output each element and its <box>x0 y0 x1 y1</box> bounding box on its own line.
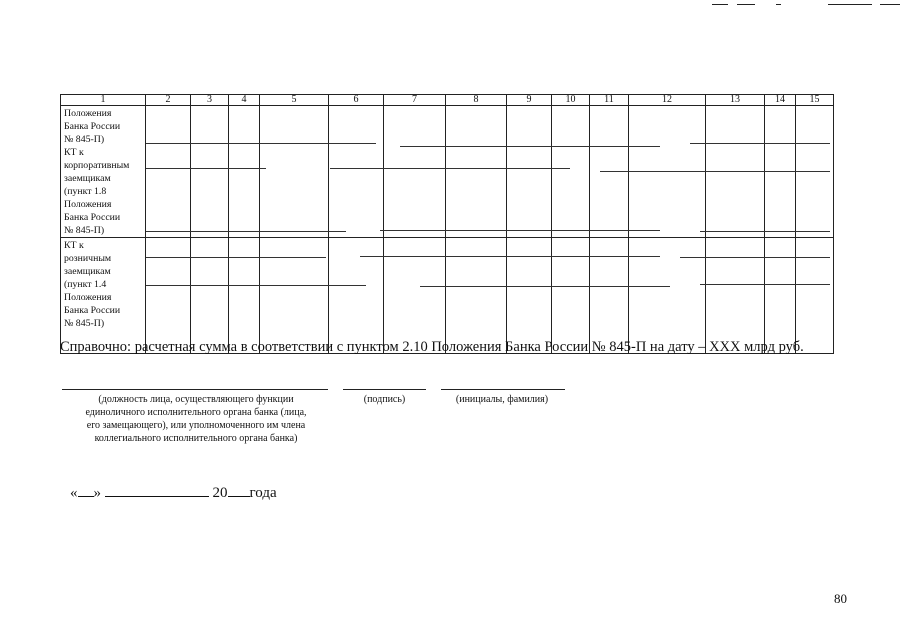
column-header: 9 <box>507 95 552 106</box>
column-header: 12 <box>629 95 706 106</box>
position-signature-line <box>62 389 328 390</box>
column-header: 15 <box>796 95 834 106</box>
column-header: 14 <box>765 95 796 106</box>
column-header: 7 <box>384 95 446 106</box>
close-quote: » <box>93 485 101 501</box>
table-cell <box>146 106 191 238</box>
table-cell <box>384 238 446 354</box>
row-label-line: КТ к <box>64 147 84 158</box>
table-cell <box>191 106 229 238</box>
table-cell <box>796 238 834 354</box>
table-cell <box>229 106 260 238</box>
table-cell <box>507 238 552 354</box>
top-edge-marks <box>0 0 905 12</box>
table-cell <box>446 238 507 354</box>
row-label-line: № 845-П) <box>64 134 105 145</box>
column-header: 11 <box>590 95 629 106</box>
data-table <box>60 94 834 354</box>
column-header: 4 <box>229 95 260 106</box>
table-cell <box>552 106 590 238</box>
row-label-line: (пункт 1.8 <box>64 186 107 197</box>
row-label-line: заемщикам <box>64 173 111 184</box>
page-number: 80 <box>834 591 847 606</box>
column-header: 10 <box>552 95 590 106</box>
table-cell <box>146 238 191 354</box>
column-header: 2 <box>146 95 191 106</box>
row-label-line: Положения <box>64 108 112 119</box>
signature-caption: (подпись) <box>363 394 406 405</box>
row-label-line: заемщикам <box>64 266 111 277</box>
signature-line <box>343 389 426 390</box>
row-label-line: КТ к <box>64 240 84 251</box>
row-label-cell <box>61 238 146 354</box>
table-cell <box>384 106 446 238</box>
row-label-line: Положения <box>64 292 112 303</box>
day-blank <box>78 482 94 497</box>
row-label-line: № 845-П) <box>64 225 105 236</box>
table-cell <box>706 238 765 354</box>
open-quote: « <box>70 485 78 501</box>
column-header: 5 <box>260 95 329 106</box>
table-cell <box>446 106 507 238</box>
date-field <box>70 482 277 502</box>
column-header: 13 <box>706 95 765 106</box>
year-blank <box>228 482 250 497</box>
year-prefix: 20 <box>212 485 228 501</box>
table-cell <box>329 238 384 354</box>
column-header: 6 <box>329 95 384 106</box>
table-cell <box>329 106 384 238</box>
row-label-line: Банка России <box>64 305 121 316</box>
table-row <box>61 238 834 354</box>
table-cell <box>260 106 329 238</box>
table-cell <box>229 238 260 354</box>
row-label-line: Банка России <box>64 121 121 132</box>
reference-note: Справочно: расчетная сумма в соответствии с пунктом 2.10 Положения Банка России № 845-П на дату – ХХХ млрд руб. <box>60 339 804 355</box>
column-header: 1 <box>61 95 146 106</box>
column-header: 8 <box>446 95 507 106</box>
row-label-line: корпоративным <box>64 160 130 171</box>
year-suffix: года <box>249 485 277 501</box>
position-caption: (должность лица, осуществляющего функции единоличного исполнительного органа банка (лица, его замещающего), или уполномоченного им члена коллегиального исполнительного органа банка) <box>85 394 307 444</box>
row-label-line: Банка России <box>64 212 121 223</box>
table-cell <box>260 238 329 354</box>
table-cell <box>552 238 590 354</box>
row-label-line: розничным <box>64 253 112 264</box>
table-cell <box>765 238 796 354</box>
row-label-line: (пункт 1.4 <box>64 279 107 290</box>
row-label-cell <box>61 106 146 238</box>
table-cell <box>590 238 629 354</box>
name-caption: (инициалы, фамилия) <box>455 394 549 405</box>
table-cell <box>629 238 706 354</box>
row-label-line: Положения <box>64 199 112 210</box>
column-number-row <box>61 95 834 106</box>
table-cell <box>191 238 229 354</box>
month-blank <box>105 482 209 497</box>
table-cell <box>507 106 552 238</box>
name-signature-line <box>441 389 565 390</box>
column-header: 3 <box>191 95 229 106</box>
row-label-line: № 845-П) <box>64 318 105 329</box>
